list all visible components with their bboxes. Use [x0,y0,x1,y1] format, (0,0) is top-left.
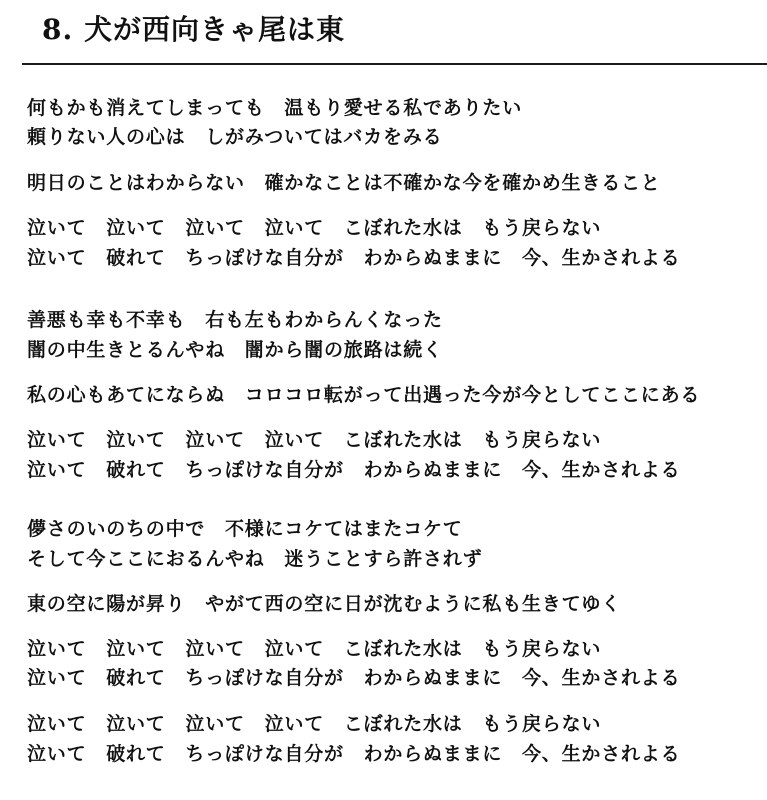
lyric-line: 何もかも消えてしまっても 温もり愛せる私でありたい [27,97,523,119]
lyric-line: 明日のことはわからない 確かなことは不確かな今を確かめ生きること [27,172,661,194]
lyric-line: 闇の中生きとるんやね 闇から闇の旅路は続く [27,339,443,361]
lyric-line: 頼りない人の心は しがみついてはバカをみる [27,126,443,148]
lyric-line: 泣いて 泣いて 泣いて 泣いて こぼれた水は もう戻らない [27,638,602,660]
lyric-line: 善悪も幸も不幸も 右も左もわからんくなった [27,309,443,331]
lyric-line: 泣いて 破れて ちっぽけな自分が わからぬままに 今、生かされよる [27,459,681,481]
title-divider [22,63,767,65]
lyric-line: 泣いて 破れて ちっぽけな自分が わからぬままに 今、生かされよる [27,667,681,689]
lyric-line: 泣いて 破れて ちっぽけな自分が わからぬままに 今、生かされよる [27,743,681,765]
lyric-line: 儚さのいのちの中で 不様にコケてはまたコケて [27,518,463,540]
lyric-line: 私の心もあてにならぬ コロコロ転がって出遇った今が今としてここにある [27,384,701,406]
lyric-line: そして今ここにおるんやね 迷うことすら許されず [27,548,483,570]
lyric-line: 泣いて 泣いて 泣いて 泣いて こぼれた水は もう戻らない [27,217,602,239]
lyric-line: 泣いて 泣いて 泣いて 泣いて こぼれた水は もう戻らない [27,713,602,735]
lyric-line: 泣いて 破れて ちっぽけな自分が わからぬままに 今、生かされよる [27,247,681,269]
page-title: 8. 犬が西向きゃ尾は東 [42,13,345,46]
lyric-line: 泣いて 泣いて 泣いて 泣いて こぼれた水は もう戻らない [27,429,602,451]
lyric-line: 東の空に陽が昇り やがて西の空に日が沈むように私も生きてゆく [27,593,622,615]
